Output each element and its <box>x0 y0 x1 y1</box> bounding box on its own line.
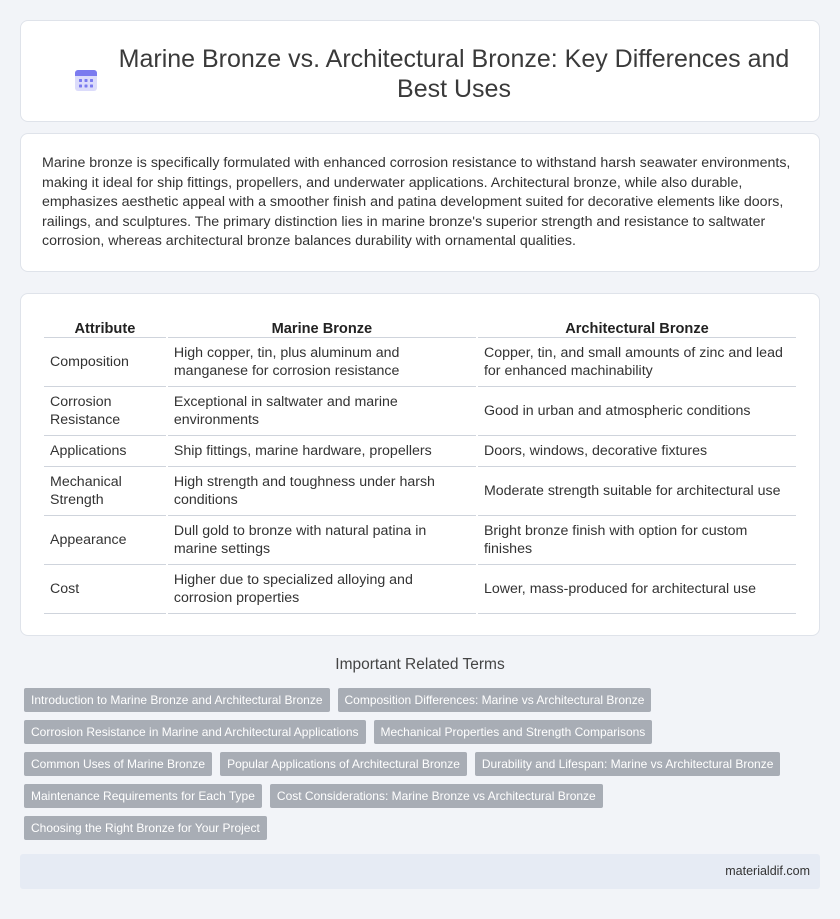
marine-cell: Ship fittings, marine hardware, propellers <box>168 436 476 467</box>
table-row <box>44 338 796 387</box>
architectural-cell: Moderate strength suitable for architectural use <box>478 467 796 516</box>
calendar-icon <box>73 67 99 93</box>
table-row <box>44 516 796 565</box>
header-attribute: Attribute <box>44 314 166 338</box>
intro-paragraph: Marine bronze is specifically formulated with enhanced corrosion resistance to withstand harsh seawater environments, making it ideal for ship fittings, propellers, and underwater applications. Architectural bronze, while also durable, emphasizes aesthetic appeal with a smoother finish and patina development suited for decorative elements like doors, railings, and sculptures. The primary distinction lies in marine bronze's superior strength and resistance to saltwater corrosion, whereas architectural bronze balances durability with ornamental qualities. <box>42 155 791 250</box>
attribute-cell: Applications <box>44 436 166 467</box>
table-row <box>44 387 796 436</box>
related-terms-heading: Important Related Terms <box>335 656 505 673</box>
related-term-tag[interactable]: Corrosion Resistance in Marine and Architectural Applications <box>24 720 366 744</box>
related-term-tag[interactable]: Durability and Lifespan: Marine vs Architectural Bronze <box>475 752 780 776</box>
header-architectural-bronze: Architectural Bronze <box>478 314 796 338</box>
comparison-card <box>20 293 820 636</box>
related-term-tag[interactable]: Mechanical Properties and Strength Comparisons <box>374 720 653 744</box>
footer <box>20 854 820 889</box>
architectural-cell: Bright bronze finish with option for custom finishes <box>478 516 796 565</box>
related-term-tag[interactable]: Popular Applications of Architectural Bronze <box>220 752 467 776</box>
related-term-tag[interactable]: Cost Considerations: Marine Bronze vs Architectural Bronze <box>270 784 603 808</box>
related-term-tag[interactable]: Introduction to Marine Bronze and Architectural Bronze <box>24 688 330 712</box>
attribute-cell: Appearance <box>44 516 166 565</box>
attribute-cell: Corrosion Resistance <box>44 387 166 436</box>
attribute-cell: Mechanical Strength <box>44 467 166 516</box>
table-row <box>44 565 796 614</box>
footer-site-link[interactable]: materialdif.com <box>725 864 810 878</box>
architectural-cell: Good in urban and atmospheric conditions <box>478 387 796 436</box>
related-term-tag[interactable]: Common Uses of Marine Bronze <box>24 752 212 776</box>
attribute-cell: Cost <box>44 565 166 614</box>
marine-cell: High strength and toughness under harsh conditions <box>168 467 476 516</box>
table-header-row <box>44 314 796 338</box>
intro-card <box>20 133 820 272</box>
page-title: Marine Bronze vs. Architectural Bronze: Key Differences and Best Uses <box>118 45 790 103</box>
comparison-table <box>42 314 798 614</box>
related-term-tag[interactable]: Composition Differences: Marine vs Architectural Bronze <box>338 688 652 712</box>
marine-cell: Dull gold to bronze with natural patina in marine settings <box>168 516 476 565</box>
related-term-tag[interactable]: Choosing the Right Bronze for Your Project <box>24 816 267 840</box>
architectural-cell: Doors, windows, decorative fixtures <box>478 436 796 467</box>
marine-cell: High copper, tin, plus aluminum and manganese for corrosion resistance <box>168 338 476 387</box>
title-card <box>20 20 820 122</box>
table-row <box>44 436 796 467</box>
architectural-cell: Copper, tin, and small amounts of zinc and lead for enhanced machinability <box>478 338 796 387</box>
related-term-tag[interactable]: Maintenance Requirements for Each Type <box>24 784 262 808</box>
related-terms-list <box>24 688 794 840</box>
marine-cell: Higher due to specialized alloying and corrosion properties <box>168 565 476 614</box>
table-row <box>44 467 796 516</box>
marine-cell: Exceptional in saltwater and marine environments <box>168 387 476 436</box>
attribute-cell: Composition <box>44 338 166 387</box>
architectural-cell: Lower, mass-produced for architectural use <box>478 565 796 614</box>
header-marine-bronze: Marine Bronze <box>168 314 476 338</box>
